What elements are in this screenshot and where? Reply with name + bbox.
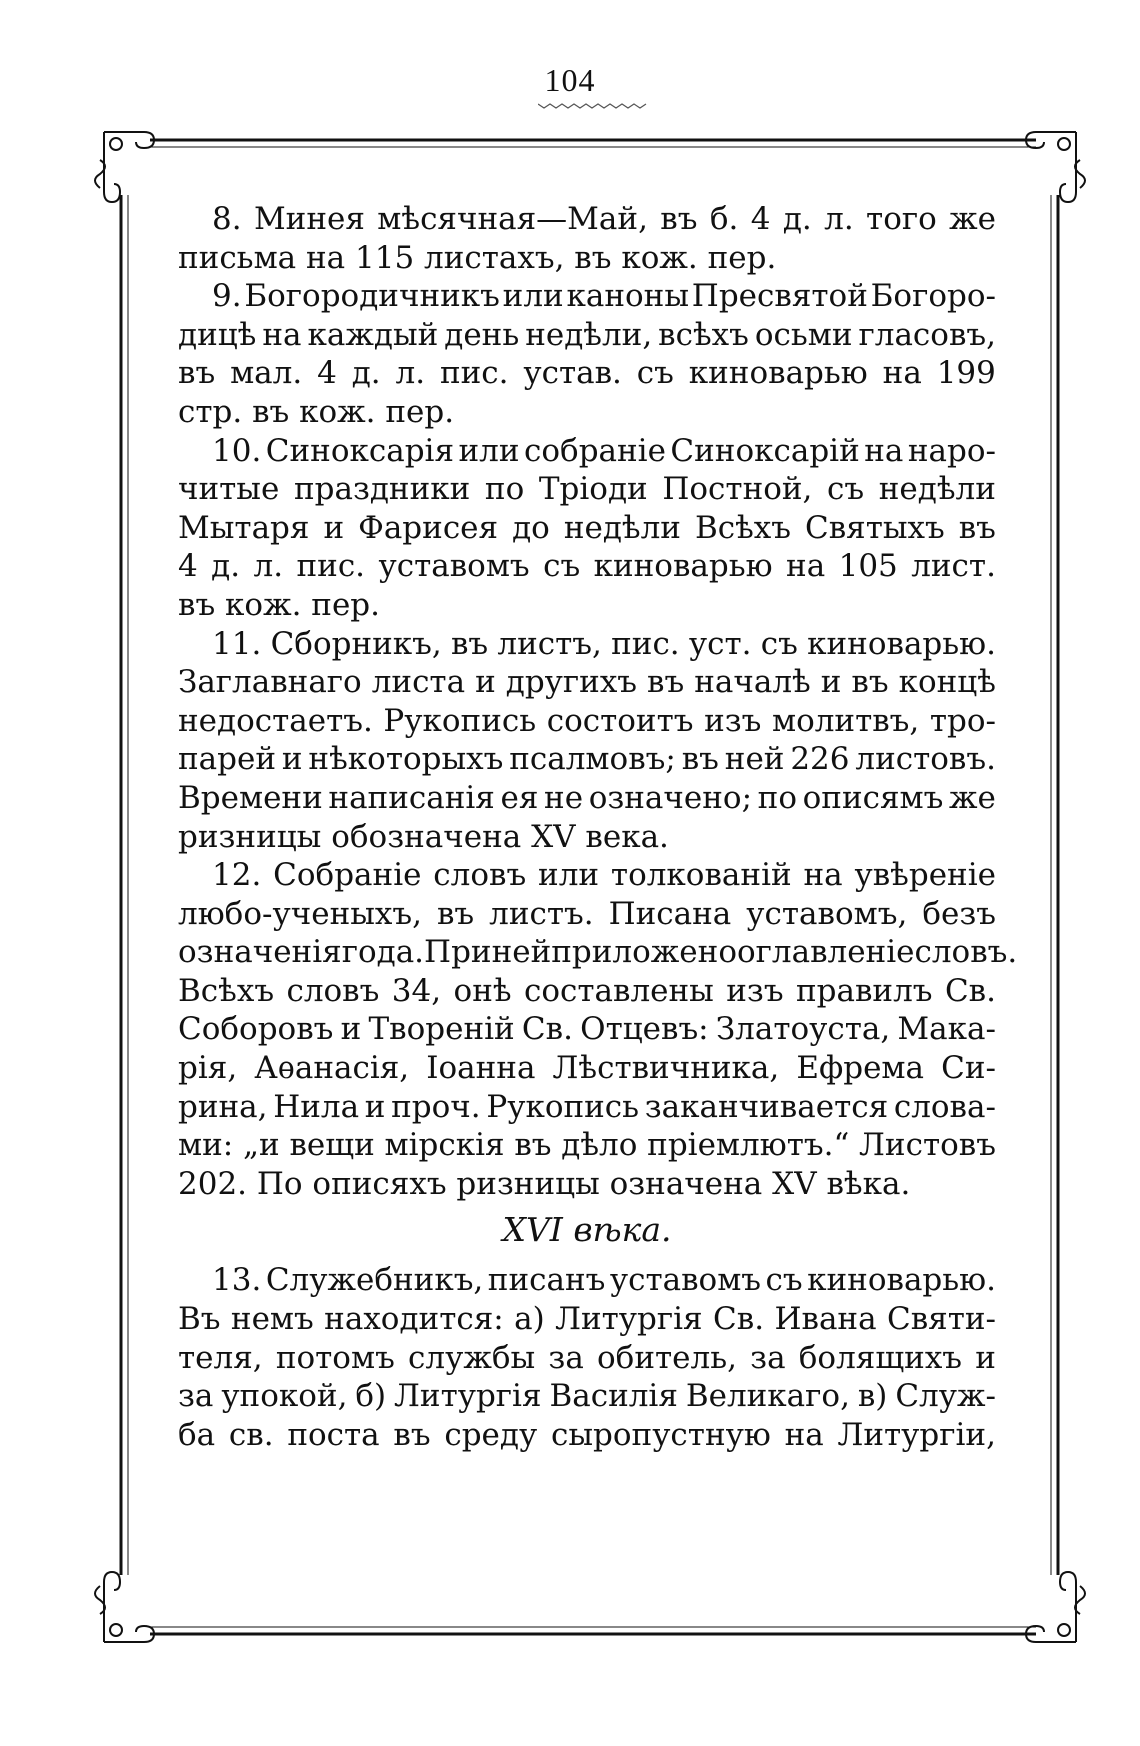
text-line: Времени написанія ея не означено; по описямъ же: [178, 779, 996, 816]
corner-ornament-top-left: [95, 132, 154, 202]
section-heading: XVI вѣка.: [502, 1210, 672, 1250]
text-line: Всѣхъ словъ 34, онѣ составлены изъ правилъ Св.: [178, 972, 996, 1009]
text-line: Мытаря и Фарисея до недѣли Всѣхъ Святыхъ въ: [178, 509, 996, 546]
text-line: 9. Богородичникъ или каноны Пресвятой Богоро-: [212, 278, 996, 315]
text-line: парей и нѣкоторыхъ псалмовъ; въ ней 226 листовъ.: [178, 741, 996, 778]
text-line: недостаетъ. Рукопись состоитъ изъ молитвъ, тро-: [178, 702, 996, 739]
corner-ornament-top-right: [1026, 132, 1085, 202]
text-line: теля, потомъ службы за обитель, за болящихъ и: [178, 1339, 996, 1376]
text-line: 10. Синоксарія или собраніе Синоксарій на наро-: [212, 432, 996, 469]
text-line: ризницы обозначена XV века.: [178, 818, 669, 855]
text-line: ба св. поста въ среду сыропустную на Литургіи,: [178, 1416, 996, 1453]
corner-ornament-bottom-left: [95, 1572, 154, 1642]
text-line: Въ немъ находится: а) Литургія Св. Ивана Святи-: [178, 1301, 996, 1338]
text-line: читые праздники по Тріоди Постной, съ недѣли: [178, 471, 996, 508]
page-number: 104: [544, 62, 596, 98]
text-line: 11. Сборникъ, въ листъ, пис. уст. съ киноварью.: [212, 625, 996, 662]
text-line: Заглавнаго листа и другихъ въ началѣ и въ концѣ: [178, 664, 996, 701]
entry-11: [178, 625, 996, 857]
text-line: любо-ученыхъ, въ листъ. Писана уставомъ, безъ: [178, 895, 996, 932]
text-line: 12. Собраніе словъ или толкованій на увѣреніе: [212, 857, 996, 894]
text-line: 202. По описяхъ ризницы означена XV вѣка.: [178, 1165, 911, 1202]
entry-10: [178, 432, 996, 625]
entry-9: [178, 277, 996, 431]
text-line: за упокой, б) Литургія Василія Великаго, в) Служ-: [178, 1378, 996, 1415]
text-line: 4 д. л. пис. уставомъ съ киноварью на 105 лист.: [178, 548, 996, 585]
text-line: стр. въ кож. пер.: [178, 393, 455, 430]
text-line: Соборовъ и Твореній Св. Отцевъ: Златоуста, Мака-: [178, 1011, 996, 1048]
corner-ornament-bottom-right: [1026, 1572, 1085, 1642]
main-text: [178, 200, 1018, 1454]
text-line: рія, Аѳанасія, Іоанна Лѣствичника, Ефрема Си-: [178, 1050, 996, 1087]
text-line: ми: „и вещи мірскія въ дѣло пріемлютъ.“ Листовъ: [178, 1127, 996, 1164]
entry-13: [178, 1261, 996, 1454]
entry-8: [178, 200, 996, 277]
text-line: дицѣ на каждый день недѣли, всѣхъ осьми гласовъ,: [178, 316, 996, 353]
text-line: письма на 115 листахъ, въ кож. пер.: [178, 239, 777, 276]
text-line: въ мал. 4 д. л. пис. устав. съ киноварью на 199: [178, 355, 996, 392]
entry-12: [178, 856, 1018, 1203]
text-line: 13. Служебникъ, писанъ уставомъ съ киноварью.: [212, 1262, 996, 1299]
text-line: въ кож. пер.: [178, 586, 380, 623]
text-line: означенія года. При ней приложено оглавленіе словъ.: [178, 934, 1018, 971]
text-line: рина, Нила и проч. Рукопись заканчивается слова-: [178, 1088, 996, 1125]
text-line: 8. Минея мѣсячная—Май, въ б. 4 д. л. того же: [212, 201, 996, 237]
